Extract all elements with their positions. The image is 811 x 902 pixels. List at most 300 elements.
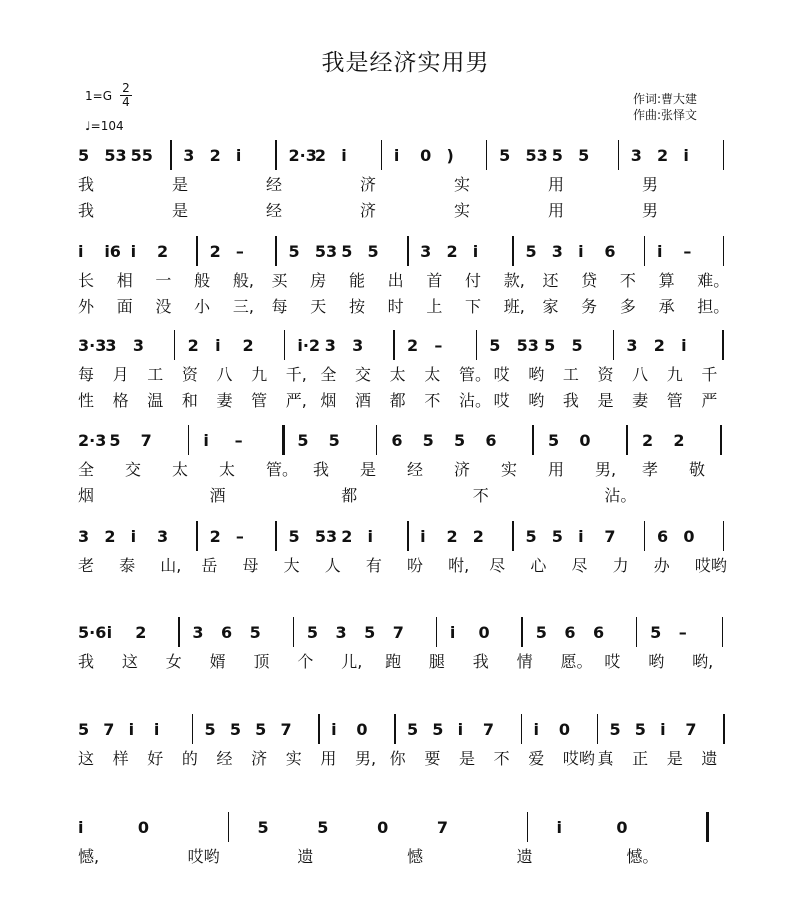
lyric-syllable: 正: [632, 749, 649, 768]
jianpu-note: i: [341, 146, 347, 165]
lyric-syllable: 哟,: [692, 652, 714, 671]
lyric-syllable: 一: [155, 271, 172, 290]
jianpu-note: 2: [657, 146, 669, 165]
bar-line: [597, 714, 599, 744]
bar-line: [644, 236, 646, 266]
tempo-marking: [85, 118, 124, 134]
jianpu-note: 0: [579, 431, 591, 450]
lyric-syllable: 太: [389, 365, 406, 384]
quarter-note-icon: ♩: [85, 119, 91, 133]
tempo-value: =104: [90, 119, 124, 133]
bar-line: [512, 521, 514, 551]
lyric-syllable: 孝: [642, 460, 659, 479]
lyric-syllable: 资: [597, 365, 614, 384]
lyric-syllable: 有: [365, 556, 382, 575]
jianpu-note: 5: [255, 720, 267, 739]
lyric-syllable: 酒: [209, 486, 226, 505]
jianpu-note: 5: [109, 431, 121, 450]
bar-line: [196, 521, 198, 551]
note-row: [0, 330, 811, 358]
lyric-syllable: 我: [78, 201, 95, 220]
lyric-syllable: 出: [387, 271, 404, 290]
lyric-syllable: 是: [360, 460, 377, 479]
jianpu-note: 5: [229, 720, 241, 739]
bar-line: [381, 140, 383, 170]
lyric-syllable: 经: [266, 201, 283, 220]
jianpu-note: 7: [140, 431, 152, 450]
jianpu-note: 3: [78, 527, 90, 546]
lyric-row: [0, 483, 811, 503]
lyric-syllable: 用: [548, 201, 565, 220]
bar-line: [486, 140, 488, 170]
jianpu-note: 53: [314, 242, 338, 261]
lyric-syllable: 济: [251, 749, 268, 768]
jianpu-note: 7: [482, 720, 495, 739]
lyric-syllable: 爱: [528, 749, 545, 768]
jianpu-note: 5: [650, 623, 662, 642]
bar-line: [722, 617, 724, 647]
jianpu-note: 5: [364, 623, 376, 642]
lyric-row: [0, 844, 811, 864]
jianpu-note: i: [130, 527, 137, 546]
lyric-syllable: 长: [78, 271, 95, 290]
lyric-row: [0, 649, 811, 669]
bar-line: [618, 140, 620, 170]
jianpu-note: 6: [564, 623, 576, 642]
lyric-syllable: 首: [426, 271, 443, 290]
jianpu-note: 0: [478, 623, 490, 642]
jianpu-note: 5: [634, 720, 646, 739]
lyric-syllable: 下: [465, 297, 482, 316]
lyric-row: [0, 362, 811, 382]
jianpu-note: –: [434, 336, 443, 355]
jianpu-note: 7: [392, 623, 404, 642]
jianpu-note: 2: [135, 623, 147, 642]
jianpu-note: –: [678, 623, 687, 642]
lyric-syllable: 天: [310, 297, 327, 316]
lyric-syllable: 哎: [493, 365, 510, 384]
bar-line: [407, 236, 409, 266]
jianpu-note: i6: [104, 242, 121, 261]
jianpu-note: 7: [436, 818, 449, 837]
jianpu-note: 53: [525, 146, 548, 165]
jianpu-note: 53: [314, 527, 338, 546]
jianpu-note: 5: [249, 623, 261, 642]
lyric-syllable: 款,: [503, 271, 525, 290]
lyric-syllable: 敬: [689, 460, 706, 479]
jianpu-note: 2: [156, 242, 169, 261]
lyric-syllable: 真: [597, 749, 614, 768]
lyric-syllable: 憾: [407, 847, 424, 866]
lyric-syllable: 管: [251, 391, 268, 410]
jianpu-note: i: [78, 818, 84, 837]
bar-line: [275, 140, 277, 170]
lyric-syllable: 是: [666, 749, 683, 768]
lyric-syllable: 愿。: [560, 652, 593, 671]
bar-line: [723, 140, 725, 170]
song-title: 我是经济实用男: [321, 50, 490, 76]
lyric-syllable: 济: [454, 460, 471, 479]
jianpu-note: –: [683, 242, 692, 261]
jianpu-note: 7: [103, 720, 115, 739]
jianpu-note: i: [130, 242, 137, 261]
lyric-syllable: 哎: [493, 391, 510, 410]
bar-line: [188, 425, 190, 455]
jianpu-note: 3: [324, 336, 336, 355]
jianpu-note: 5: [288, 242, 300, 261]
jianpu-note: 5: [297, 431, 309, 450]
lyric-syllable: 是: [597, 391, 614, 410]
lyric-syllable: 妻: [216, 391, 233, 410]
lyric-syllable: 哎哟: [187, 847, 220, 866]
lyric-syllable: 咐,: [448, 556, 470, 575]
lyric-syllable: 济: [360, 201, 377, 220]
jianpu-note: 0: [356, 720, 368, 739]
lyric-syllable: 严,: [285, 391, 307, 410]
lyric-row: [0, 457, 811, 477]
jianpu-note: 5: [535, 623, 547, 642]
lyric-syllable: 每: [78, 365, 95, 384]
lyric-syllable: 还: [542, 271, 559, 290]
time-signature: [120, 82, 132, 109]
lyric-syllable: 九: [251, 365, 268, 384]
bar-line: [532, 425, 534, 455]
note-row: [0, 714, 811, 742]
lyric-syllable: 要: [424, 749, 441, 768]
lyric-syllable: 太: [219, 460, 236, 479]
jianpu-note: i: [578, 242, 584, 261]
bar-line: [275, 236, 277, 266]
lyric-syllable: 岳: [201, 556, 218, 575]
bar-line: [720, 425, 722, 455]
lyric-syllable: 承: [658, 297, 675, 316]
jianpu-note: 5: [78, 720, 90, 739]
jianpu-note: i: [153, 720, 160, 739]
note-row: [0, 425, 811, 453]
jianpu-note: 2: [446, 242, 458, 261]
lyric-row: [0, 172, 811, 192]
bar-line: [626, 425, 628, 455]
jianpu-note: 2·3: [288, 146, 317, 165]
lyric-syllable: 经: [407, 460, 424, 479]
jianpu-note: 5: [499, 146, 511, 165]
jianpu-note: 2: [209, 146, 221, 165]
lyric-syllable: 实: [454, 201, 471, 220]
double-bar-line: [706, 812, 709, 842]
jianpu-note: 7: [685, 720, 697, 739]
lyric-syllable: 人: [324, 556, 341, 575]
jianpu-note: i: [203, 431, 209, 450]
jianpu-note: 5: [367, 242, 379, 261]
jianpu-note: 2: [187, 336, 199, 355]
lyric-syllable: 男,: [595, 460, 617, 479]
lyric-syllable: 哟: [528, 365, 545, 384]
bar-line: [275, 521, 277, 551]
jianpu-note: 6: [485, 431, 497, 450]
lyric-syllable: 八: [216, 365, 233, 384]
bar-line: [521, 617, 523, 647]
jianpu-note: 3·3: [78, 336, 107, 355]
lyric-syllable: 时: [387, 297, 404, 316]
lyric-syllable: 格: [112, 391, 129, 410]
jianpu-note: 0: [377, 818, 389, 837]
bar-line: [723, 236, 725, 266]
jianpu-note: 5: [544, 336, 556, 355]
jianpu-note: 6: [592, 623, 605, 642]
key-signature: 1=G: [85, 89, 112, 103]
lyric-syllable: 不: [619, 271, 636, 290]
bar-line: [196, 236, 198, 266]
lyric-syllable: 多: [619, 297, 636, 316]
lyric-syllable: 男: [642, 175, 659, 194]
credits: [633, 91, 697, 123]
lyric-syllable: 跑: [385, 652, 402, 671]
lyric-syllable: 房: [310, 271, 327, 290]
bar-line: [318, 714, 320, 744]
lyric-syllable: 遗: [701, 749, 718, 768]
bar-line: [527, 812, 529, 842]
jianpu-note: 5: [204, 720, 216, 739]
lyric-syllable: 母: [242, 556, 259, 575]
lyric-syllable: 都: [389, 391, 406, 410]
lyric-syllable: 外: [78, 297, 95, 316]
jianpu-note: i: [393, 146, 400, 165]
lyric-syllable: 交: [125, 460, 142, 479]
jianpu-note: i: [420, 527, 426, 546]
lyric-syllable: 管。: [458, 365, 491, 384]
lyric-syllable: 用: [548, 175, 565, 194]
time-sig-bottom: 4: [122, 95, 130, 109]
lyric-syllable: 这: [78, 749, 95, 768]
bar-line: [436, 617, 438, 647]
lyric-syllable: 温: [147, 391, 164, 410]
lyric-syllable: 我: [78, 652, 95, 671]
jianpu-note: 0: [558, 720, 570, 739]
lyric-syllable: 算: [658, 271, 675, 290]
jianpu-note: 3: [551, 242, 563, 261]
lyric-syllable: 实: [285, 749, 302, 768]
lyric-row: [0, 198, 811, 218]
lyric-syllable: 管。: [266, 460, 299, 479]
lyric-syllable: 按: [348, 297, 365, 316]
bar-line: [644, 521, 646, 551]
lyric-syllable: 严: [701, 391, 718, 410]
jianpu-note: 2: [341, 527, 353, 546]
lyric-syllable: 个: [297, 652, 314, 671]
jianpu-note: 3: [156, 527, 169, 546]
lyric-syllable: 面: [116, 297, 133, 316]
jianpu-note: 2: [242, 336, 254, 355]
lyric-row: [0, 388, 811, 408]
lyric-syllable: 买: [271, 271, 288, 290]
lyric-syllable: 憾。: [626, 847, 659, 866]
jianpu-note: 5: [609, 720, 621, 739]
lyric-syllable: 三,: [232, 297, 254, 316]
jianpu-note: 5·6: [78, 623, 107, 642]
jianpu-note: 7: [280, 720, 292, 739]
lyric-syllable: 烟: [320, 391, 337, 410]
jianpu-note: 5: [422, 431, 434, 450]
lyric-syllable: 沾。: [604, 486, 637, 505]
lyric-syllable: 的: [181, 749, 198, 768]
jianpu-note: 2: [472, 527, 484, 546]
jianpu-note: 3: [626, 336, 638, 355]
note-row: [0, 812, 811, 840]
lyric-syllable: 能: [348, 271, 365, 290]
lyric-syllable: 憾,: [78, 847, 100, 866]
lyric-syllable: 全: [320, 365, 337, 384]
jianpu-note: 5: [525, 527, 537, 546]
lyric-syllable: 都: [341, 486, 358, 505]
jianpu-note: 0: [616, 818, 628, 837]
bar-line: [722, 330, 724, 360]
lyric-syllable: 太: [424, 365, 441, 384]
lyric-syllable: 沾。: [458, 391, 491, 410]
jianpu-note: 3: [335, 623, 347, 642]
jianpu-note: i: [78, 242, 84, 261]
lyric-syllable: 不: [424, 391, 441, 410]
lyric-syllable: 济: [360, 175, 377, 194]
lyric-syllable: 工: [147, 365, 164, 384]
jianpu-note: i: [128, 720, 135, 739]
jianpu-note: 2: [104, 527, 116, 546]
jianpu-note: i: [660, 720, 666, 739]
jianpu-note: 5: [551, 527, 563, 546]
lyric-syllable: 男,: [355, 749, 377, 768]
jianpu-note: 6: [657, 527, 669, 546]
lyric-syllable: 八: [632, 365, 649, 384]
jianpu-note: 53: [104, 146, 127, 165]
lyric-syllable: 全: [78, 460, 95, 479]
lyric-syllable: 九: [666, 365, 683, 384]
jianpu-note: 5: [317, 818, 329, 837]
jianpu-note: 5: [306, 623, 318, 642]
jianpu-note: 0: [683, 527, 695, 546]
lyric-syllable: 贷: [581, 271, 598, 290]
lyric-syllable: 泰: [119, 556, 136, 575]
jianpu-note: i: [556, 818, 563, 837]
lyric-syllable: 上: [426, 297, 443, 316]
jianpu-note: 5: [257, 818, 269, 837]
jianpu-note: 5: [407, 720, 419, 739]
lyric-syllable: 腿: [428, 652, 445, 671]
jianpu-note: 3: [192, 623, 204, 642]
lyric-syllable: 是: [172, 201, 189, 220]
lyric-syllable: 月: [112, 365, 129, 384]
jianpu-note: 53: [516, 336, 539, 355]
jianpu-note: 3: [420, 242, 432, 261]
bar-line: [192, 714, 194, 744]
lyric-syllable: 哟: [528, 391, 545, 410]
jianpu-note: 5: [551, 146, 563, 165]
jianpu-note: i: [106, 623, 113, 642]
lyric-syllable: 般: [194, 271, 211, 290]
bar-line: [512, 236, 514, 266]
jianpu-note: i: [449, 623, 456, 642]
jianpu-note: i: [367, 527, 373, 546]
lyric-syllable: 没: [155, 297, 172, 316]
bar-line: [636, 617, 638, 647]
jianpu-note: 5: [341, 242, 353, 261]
lyric-syllable: 哎哟: [562, 749, 595, 768]
lyric-syllable: 力: [612, 556, 629, 575]
lyric-syllable: 性: [78, 391, 95, 410]
lyric-syllable: 相: [116, 271, 133, 290]
lyric-syllable: 尽: [571, 556, 588, 575]
lyric-syllable: 小: [194, 297, 211, 316]
lyric-syllable: 实: [454, 175, 471, 194]
jianpu-note: 5: [328, 431, 340, 450]
lyric-syllable: 实: [501, 460, 518, 479]
bar-line: [394, 714, 396, 744]
jianpu-note: i: [533, 720, 540, 739]
lyric-row: [0, 746, 811, 766]
lyric-syllable: 资: [181, 365, 198, 384]
lyric-row: [0, 553, 811, 573]
lyricist: 作词:曹大建: [633, 92, 698, 106]
jianpu-note: i: [235, 146, 242, 165]
bar-line: [170, 140, 172, 170]
jianpu-note: 5: [432, 720, 444, 739]
lyric-syllable: 千,: [285, 365, 307, 384]
jianpu-note: 3: [132, 336, 144, 355]
jianpu-note: 6: [604, 242, 616, 261]
bar-line: [723, 714, 725, 744]
lyric-syllable: 哎哟: [694, 556, 727, 575]
lyric-syllable: 交: [355, 365, 372, 384]
jianpu-note: 3: [630, 146, 642, 165]
lyric-syllable: 情: [516, 652, 533, 671]
lyric-syllable: 遗: [516, 847, 533, 866]
jianpu-note: 5: [78, 146, 90, 165]
lyric-syllable: 不: [472, 486, 489, 505]
bar-line: [376, 425, 378, 455]
jianpu-note: i: [215, 336, 221, 355]
time-sig-top: 2: [122, 81, 130, 95]
jianpu-note: i: [578, 527, 584, 546]
bar-line: [521, 714, 523, 744]
jianpu-note: 2·3: [78, 431, 107, 450]
lyric-syllable: 担。: [697, 297, 730, 316]
lyric-syllable: 每: [271, 297, 288, 316]
lyric-syllable: 山,: [160, 556, 182, 575]
lyric-syllable: 哟: [648, 652, 665, 671]
jianpu-note: 5: [288, 527, 300, 546]
lyric-syllable: 难。: [697, 271, 730, 290]
lyric-syllable: 付: [465, 271, 482, 290]
jianpu-note: 6: [391, 431, 403, 450]
lyric-syllable: 我: [313, 460, 330, 479]
lyric-syllable: 务: [581, 297, 598, 316]
lyric-syllable: 妻: [632, 391, 649, 410]
jianpu-note: i: [472, 242, 479, 261]
lyric-syllable: 婿: [209, 652, 226, 671]
jianpu-note: 0: [137, 818, 149, 837]
jianpu-note: i: [457, 720, 464, 739]
lyric-syllable: 样: [112, 749, 129, 768]
lyric-syllable: 管: [666, 391, 683, 410]
bar-line: [284, 330, 286, 360]
lyric-syllable: 办: [653, 556, 670, 575]
jianpu-note: i: [331, 720, 337, 739]
jianpu-note: 2: [446, 527, 458, 546]
note-row: [0, 140, 811, 168]
jianpu-note: 5: [548, 431, 560, 450]
lyric-syllable: 老: [78, 556, 95, 575]
lyric-syllable: 吩: [407, 556, 424, 575]
jianpu-note: 2: [642, 431, 654, 450]
bar-line: [393, 330, 395, 360]
